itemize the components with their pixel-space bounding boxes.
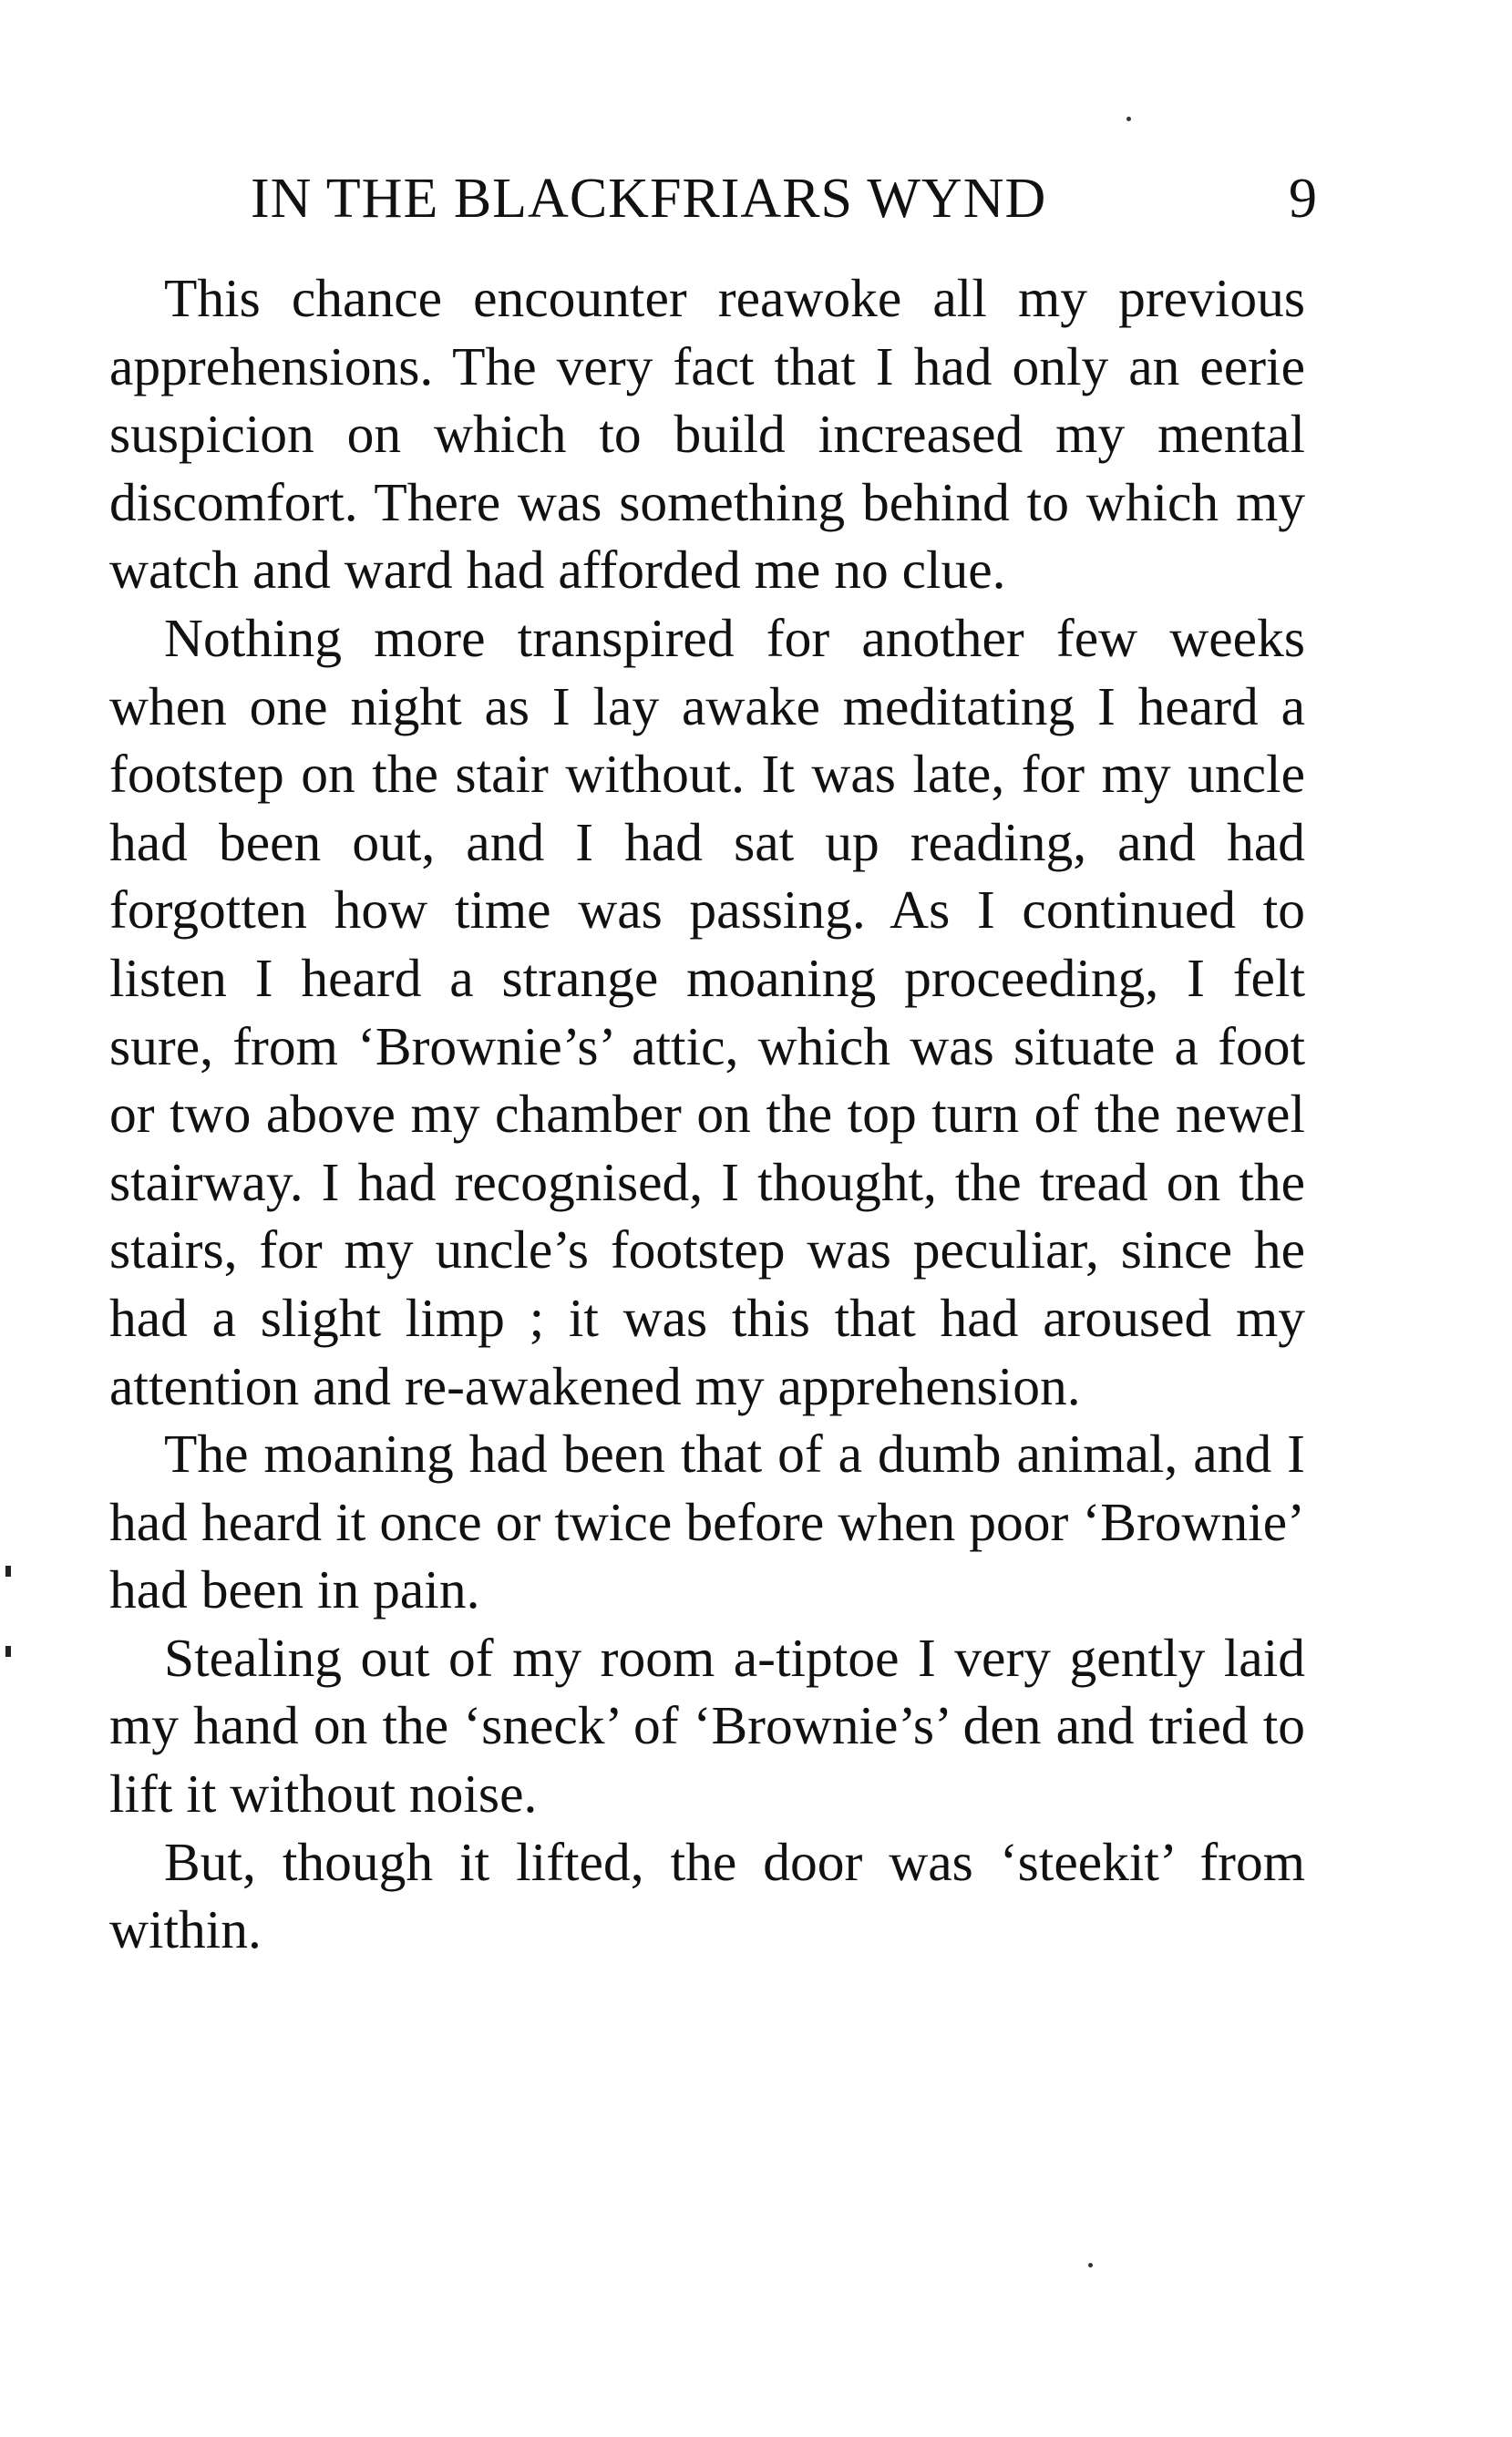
print-speck bbox=[1126, 117, 1131, 121]
running-head bbox=[251, 162, 1317, 235]
paragraph: The moaning had been that of a dumb animal, and I had heard it once or twice before when poor ‘Brownie’ had been in pain. bbox=[109, 1424, 1305, 1620]
margin-mark bbox=[5, 1646, 11, 1657]
paragraph: Nothing more transpired for another few weeks when one night as I lay awake meditating I heard a footstep on the stair without. It was late, for my uncle had been out, and I had sat up reading, and had forgotten how time was passing. As I continued to listen I heard a strange moaning proceeding, I felt sure, from ‘Brownie’s’ attic, which was situate a foot or two above my chamber on the top turn of the newel stairway. I had recognised, I thought, the tread on the stairs, for my uncle’s footstep was peculiar, since he had a slight limp ; it was this that had aroused my attention and re-awakened my apprehension. bbox=[109, 607, 1305, 1416]
print-speck bbox=[1088, 2263, 1093, 2267]
paragraph: But, though it lifted, the door was ‘steekit’ from within. bbox=[109, 1831, 1305, 1960]
running-title: IN THE BLACKFRIARS WYND bbox=[251, 168, 1047, 230]
margin-mark bbox=[5, 1566, 11, 1577]
paragraph: This chance encounter reawoke all my previous apprehensions. The very fact that I had only an eerie suspicion on which to build increased my mental discomfort. There was something behind to which my watch and ward had afforded me no clue. bbox=[109, 268, 1305, 601]
paragraph: Stealing out of my room a-tiptoe I very gently laid my hand on the ‘sneck’ of ‘Brownie’s’ den and tried to lift it without noise. bbox=[109, 1627, 1305, 1825]
body-text bbox=[109, 264, 1305, 1964]
page-number: 9 bbox=[1289, 168, 1317, 230]
